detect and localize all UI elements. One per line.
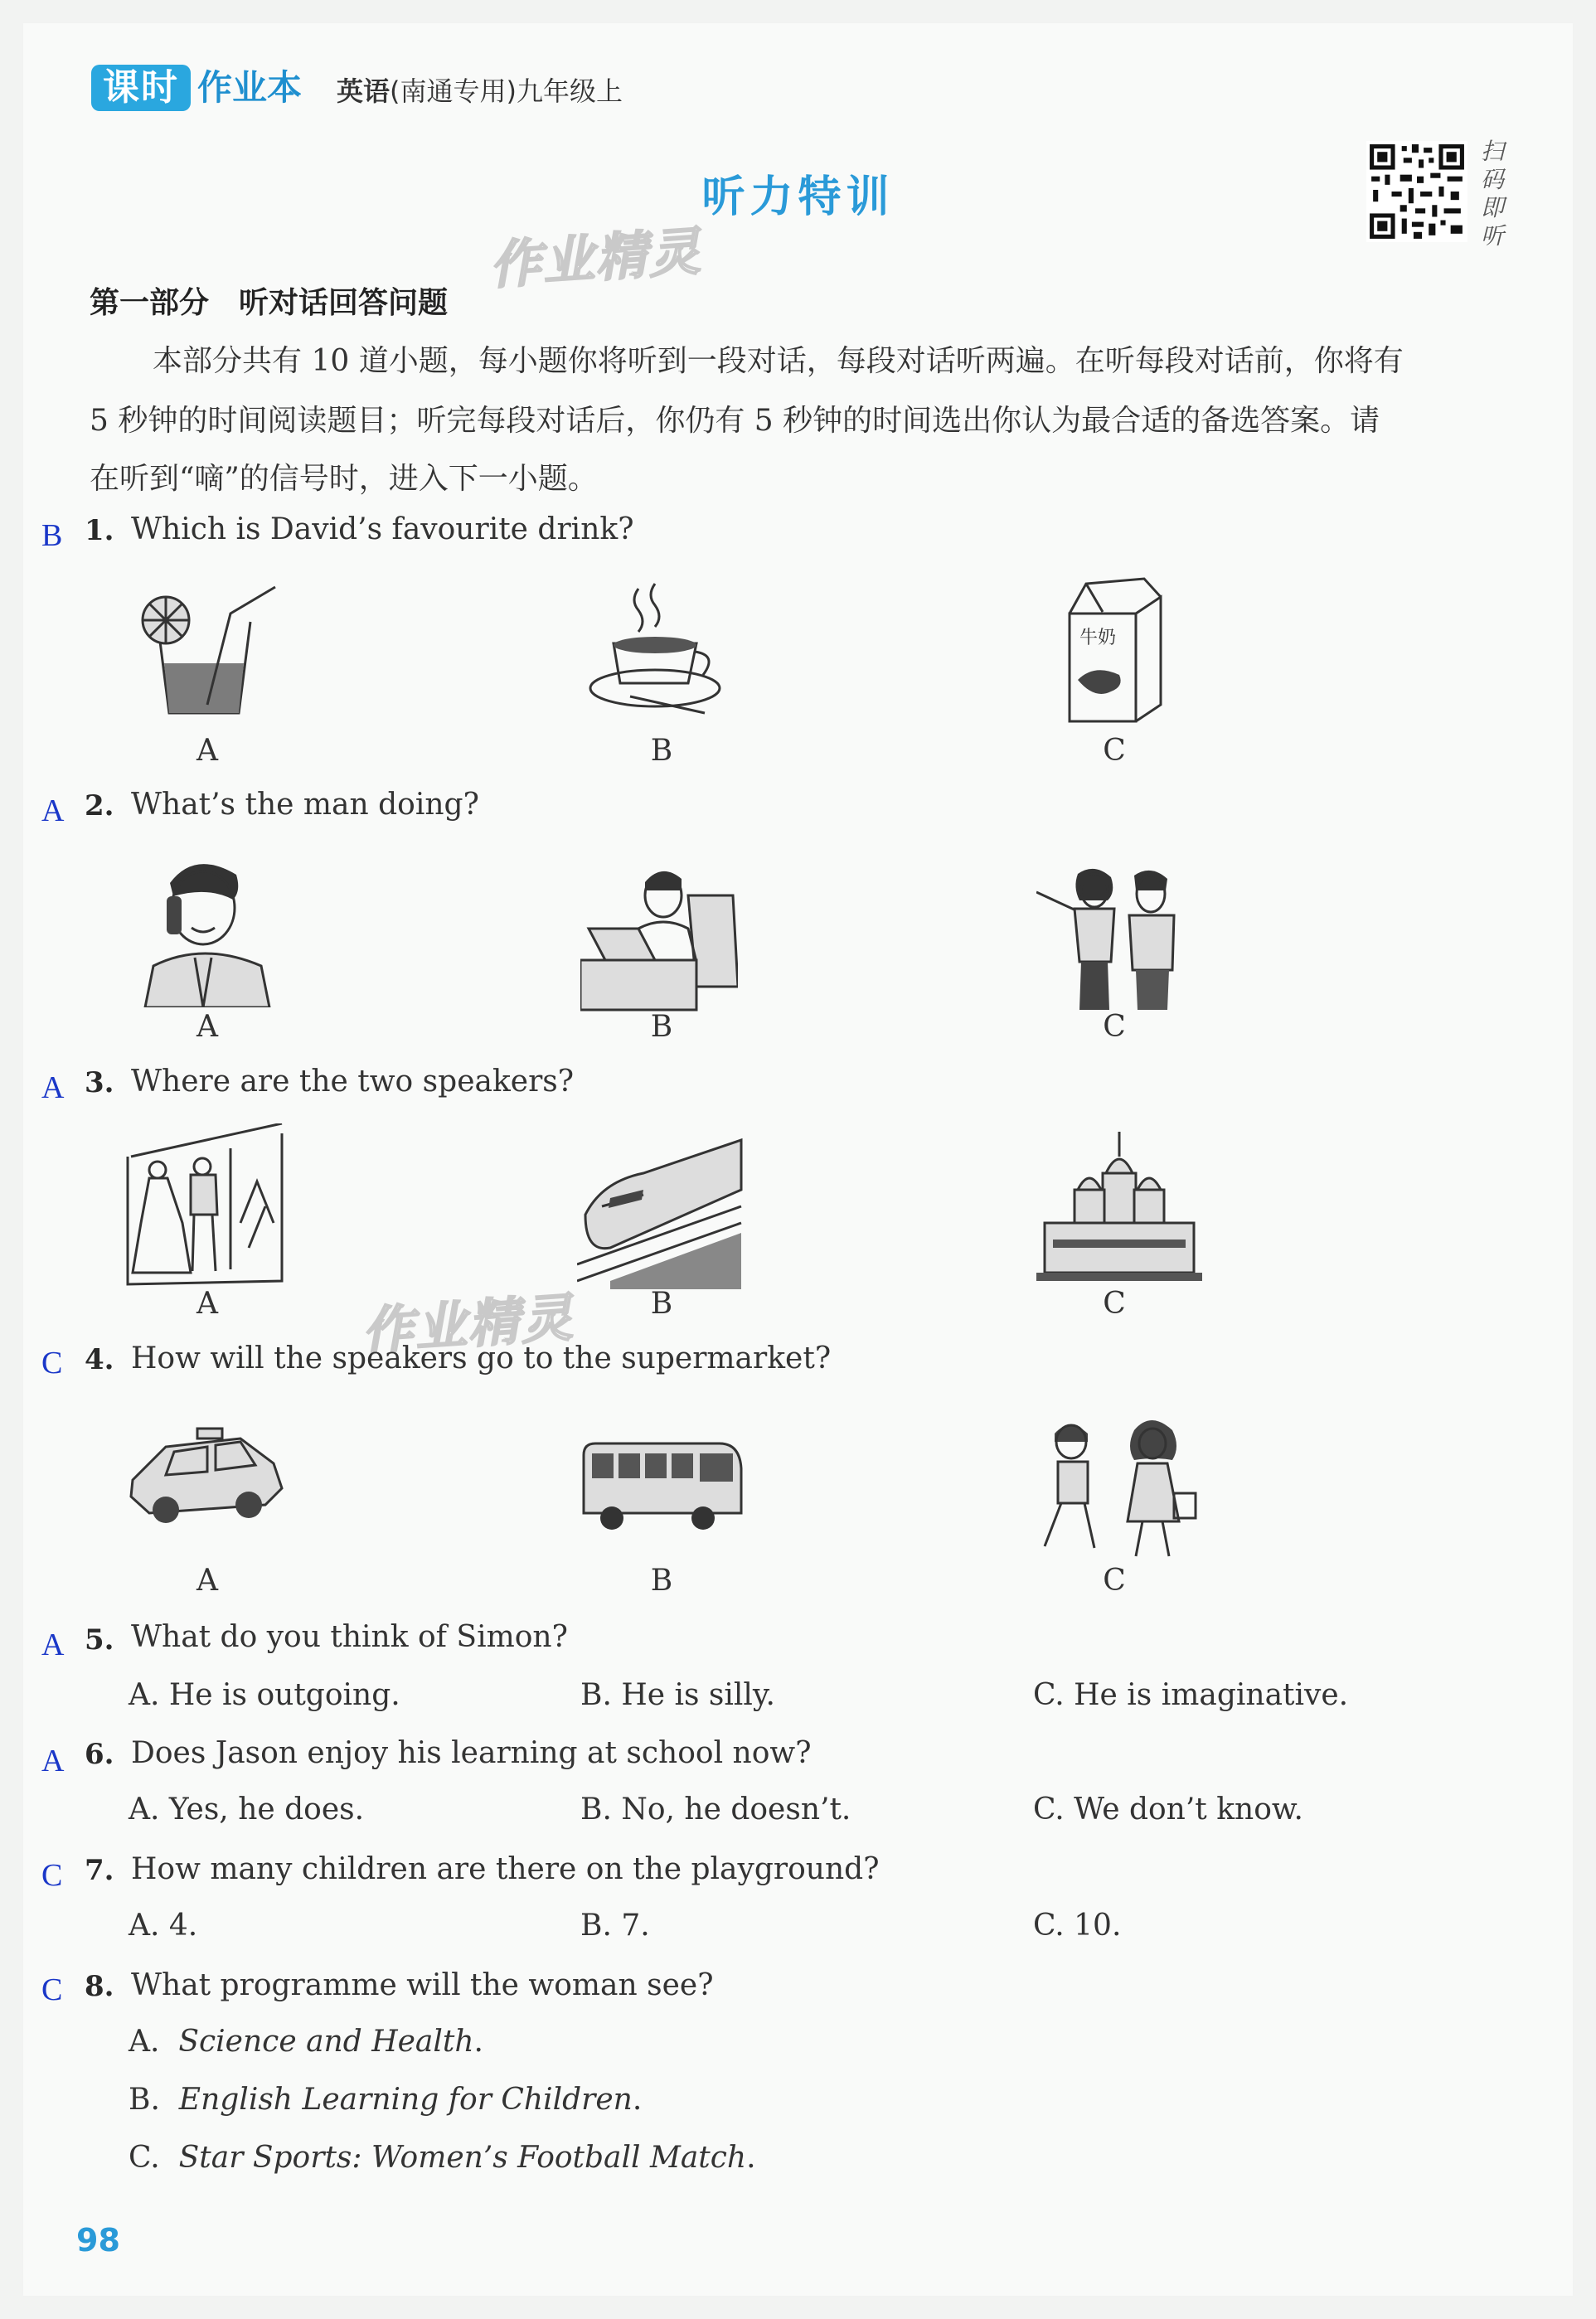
scan-label: 扫 码 即 听 xyxy=(1480,138,1504,250)
option-letter: B xyxy=(650,1287,673,1321)
subject: 英语 xyxy=(337,75,391,107)
option-c: C. 10. xyxy=(1033,1909,1122,1943)
handwritten-answer: A xyxy=(41,1628,65,1662)
question-text: Which is David’s favourite drink? xyxy=(131,512,634,546)
instructions-line-1: 本部分共有 10 道小题，每小题你将听到一段对话，每段对话听两遍。在听每段对话前，你将有 xyxy=(153,344,1404,378)
subject-line xyxy=(337,71,623,111)
watermark: 作业精灵 xyxy=(360,1287,576,1362)
option-letter: B xyxy=(650,1564,673,1598)
option-letter: A xyxy=(196,734,218,768)
bus-icon[interactable] xyxy=(579,1438,745,1538)
watermark: 作业精灵 xyxy=(488,221,704,296)
handwritten-answer: A xyxy=(41,1744,65,1778)
handwritten-answer: C xyxy=(41,1972,63,2007)
option-c: C. We don’t know. xyxy=(1033,1793,1303,1827)
option-a: A. Yes, he does. xyxy=(129,1793,365,1827)
page-number: 98 xyxy=(76,2222,120,2258)
qr-code-icon[interactable] xyxy=(1366,141,1467,242)
question-text: Where are the two speakers? xyxy=(131,1065,575,1099)
question-number: 8. xyxy=(85,1970,114,2003)
question-number: 7. xyxy=(85,1854,114,1887)
question-text: How many children are there on the playground? xyxy=(131,1852,880,1886)
option-c: C. He is imaginative. xyxy=(1033,1678,1349,1712)
question-text: Does Jason enjoy his learning at school now? xyxy=(131,1736,812,1770)
carton-label: 牛奶 xyxy=(1079,628,1117,648)
high-speed-train-icon[interactable] xyxy=(577,1123,743,1289)
man-at-laptop-icon[interactable] xyxy=(580,862,738,1012)
handwritten-answer: A xyxy=(41,1070,65,1105)
handwritten-answer: C xyxy=(41,1346,63,1380)
man-on-phone-icon[interactable] xyxy=(137,850,278,1007)
option-b: B. 7. xyxy=(580,1909,650,1943)
instructions-line-3: 在听到“嘀”的信号时，进入下一小题。 xyxy=(90,462,598,496)
section-title: 第一部分 听对话回答问题 xyxy=(90,286,449,320)
option-b: B. No, he doesn’t. xyxy=(580,1793,851,1827)
option-a: A. 4. xyxy=(129,1909,198,1943)
question-text: What programme will the woman see? xyxy=(131,1968,714,2002)
option-b: B. English Learning for Children. xyxy=(129,2083,643,2117)
question-number: 5. xyxy=(85,1623,114,1657)
option-letter: A xyxy=(196,1010,218,1044)
taxi-icon[interactable] xyxy=(124,1422,290,1530)
edition: (南通专用)九年级上 xyxy=(390,75,623,107)
option-letter: A xyxy=(196,1287,218,1321)
cathedral-icon[interactable] xyxy=(1036,1123,1202,1289)
option-a: A. He is outgoing. xyxy=(129,1678,400,1712)
option-letter: B xyxy=(650,1010,673,1044)
brand-tag: 课时 xyxy=(91,65,191,111)
juice-glass-icon[interactable] xyxy=(133,580,290,721)
question-text: What do you think of Simon? xyxy=(131,1620,568,1654)
option-letter: C xyxy=(1103,734,1126,768)
option-letter: C xyxy=(1103,1010,1126,1044)
option-letter: B xyxy=(650,734,673,768)
question-text: How will the speakers go to the supermarket? xyxy=(131,1341,832,1375)
option-c: C. Star Sports: Women’s Football Match. xyxy=(129,2141,756,2175)
question-number: 4. xyxy=(85,1343,114,1376)
handwritten-answer: A xyxy=(41,793,65,828)
children-walking-icon[interactable] xyxy=(1036,1414,1202,1563)
page-title: 听力特训 xyxy=(701,172,895,222)
question-number: 3. xyxy=(85,1066,114,1099)
handwritten-answer: B xyxy=(41,518,63,553)
brand-main: 作业本 xyxy=(197,67,303,108)
instructions-line-2: 5 秒钟的时间阅读题目；听完每段对话后，你仍有 5 秒钟的时间选出你认为最合适的备选答案。请 xyxy=(90,404,1380,438)
option-b: B. He is silly. xyxy=(580,1678,775,1712)
option-letter: A xyxy=(196,1564,218,1598)
coffee-cup-icon[interactable] xyxy=(580,580,730,721)
clothes-shop-icon[interactable] xyxy=(124,1123,290,1289)
question-text: What’s the man doing? xyxy=(131,788,479,822)
option-letter: C xyxy=(1103,1287,1126,1321)
option-letter: C xyxy=(1103,1564,1126,1598)
question-number: 1. xyxy=(85,514,114,547)
milk-carton-icon[interactable] xyxy=(1053,572,1169,730)
two-people-pointing-icon[interactable] xyxy=(1036,862,1186,1012)
question-number: 2. xyxy=(85,789,114,822)
handwritten-answer: C xyxy=(41,1858,63,1893)
question-number: 6. xyxy=(85,1738,114,1771)
option-a: A. Science and Health. xyxy=(129,2025,483,2059)
